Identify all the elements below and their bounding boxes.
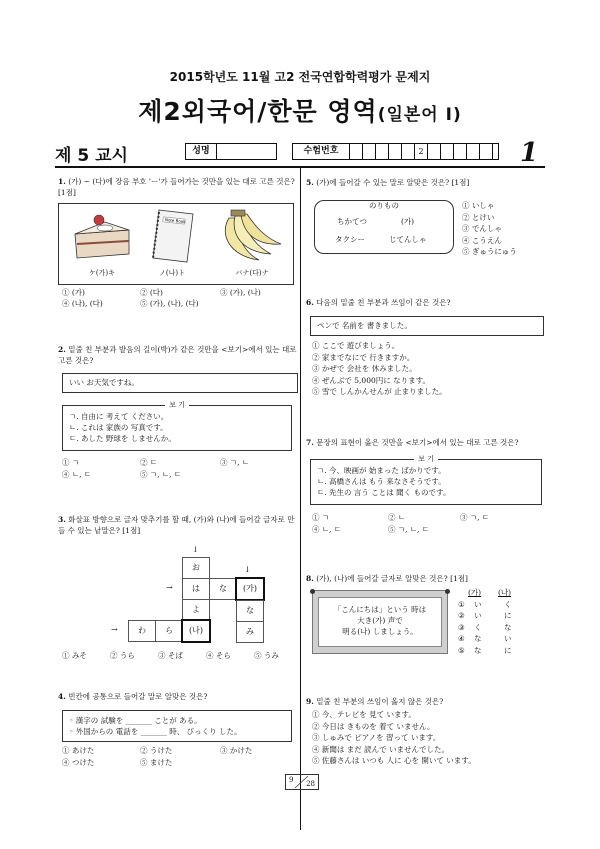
- q6-option-1[interactable]: ① ここで 遊びましょう。: [312, 341, 400, 350]
- q2-bogi-label: 보 기: [165, 401, 189, 409]
- q1-number: 1.: [58, 177, 66, 186]
- q5-box-title: のりもの: [369, 201, 399, 210]
- q8-board: [312, 590, 448, 654]
- q6-stem: [306, 297, 546, 308]
- q5-text: (가)에 들어갈 수 있는 말로 알맞은 것은? [1점]: [316, 178, 470, 187]
- q5-option-4[interactable]: ④ こうえん: [462, 235, 502, 245]
- q9-option-1[interactable]: ① 今、テレビを 見て います。: [312, 710, 416, 719]
- q9-number: 9.: [306, 697, 314, 706]
- pin-icon: [445, 589, 450, 594]
- q3-cell-yo: よ: [182, 599, 210, 621]
- q2-option-5[interactable]: ⑤ ㄱ, ㄴ, ㄷ: [140, 469, 182, 479]
- cake-icon: [75, 215, 129, 258]
- q5-option-1[interactable]: ① いしゃ: [462, 201, 495, 210]
- q2-option-1[interactable]: ① ㄱ: [62, 458, 80, 467]
- q2-sentence: いい お天気ですね。: [69, 378, 139, 387]
- q1-option-4[interactable]: ④ (나), (다): [62, 299, 103, 308]
- q2-bogi-item-1: ㄱ. 自由に 考えて ください。: [69, 412, 169, 421]
- q3-cell-na: な: [209, 578, 237, 600]
- q7-bogi-item-2: ㄴ. 高橋さんは もう 来なさそうです。: [317, 477, 446, 486]
- q3-cell-wa: わ: [128, 620, 156, 642]
- q8-row-3[interactable]: ③ く な: [458, 622, 512, 632]
- q7-stem: [306, 437, 546, 448]
- q3-option-4[interactable]: ④ そら: [206, 651, 231, 660]
- q6-option-5[interactable]: ⑤ 雪で しんかんせんが 止まりました。: [312, 387, 447, 396]
- q4-option-3[interactable]: ③ かけた: [220, 746, 253, 755]
- q7-option-1[interactable]: ① ㄱ: [312, 513, 330, 522]
- q4-box: [62, 710, 292, 742]
- footer-page: 9: [289, 776, 294, 784]
- name-label: 성명: [186, 144, 217, 159]
- q1-option-1[interactable]: ① (가): [62, 288, 85, 297]
- q3-cell-ga: (가): [235, 577, 265, 601]
- q2-text: 밑줄 친 부분과 발음의 길이(박)가 같은 것만을 <보기>에서 있는 대로 고른 것은?: [58, 345, 297, 365]
- q7-option-5[interactable]: ⑤ ㄱ, ㄴ, ㄷ: [388, 524, 430, 534]
- q1-option-2[interactable]: ② (다): [140, 288, 163, 297]
- q1-text: (가) ~ (다)에 장음 부호 'ー'가 들어가는 것만을 있는 대로 고른 것은? [1점]: [58, 177, 295, 197]
- exam-title: 2015학년도 11월 고2 전국연합학력평가 문제지: [169, 70, 431, 84]
- q7-option-3[interactable]: ③ ㄱ, ㄷ: [460, 513, 490, 522]
- q5-item-2: (가): [401, 217, 415, 226]
- q6-option-3[interactable]: ③ かぜで 会社を 休みました。: [312, 364, 417, 373]
- name-field[interactable]: [185, 143, 277, 160]
- q7-text: 문장의 표현이 옳은 것만을 <보기>에서 있는 대로 고른 것은?: [316, 438, 519, 447]
- q1-options: [62, 287, 292, 309]
- q3-cell-ra: ら: [155, 620, 183, 642]
- q9-option-4[interactable]: ④ 新聞は まだ 読んで いませんでした。: [312, 744, 450, 754]
- q3-option-1[interactable]: ① みそ: [62, 651, 87, 660]
- q8-number: 8.: [306, 574, 314, 583]
- q4-option-4[interactable]: ④ つけた: [62, 757, 95, 767]
- q5-item-4: じてんしゃ: [389, 235, 427, 244]
- q7-option-4[interactable]: ④ ㄴ, ㄷ: [312, 524, 342, 534]
- svg-text:Note Book: Note Book: [164, 217, 186, 225]
- pin-icon: [310, 589, 315, 594]
- q1-caption-3: バナ(다)ナ: [235, 269, 269, 277]
- q5-option-3[interactable]: ③ でんしゃ: [462, 224, 502, 233]
- q7-option-2[interactable]: ② ㄴ: [388, 513, 406, 522]
- q3-option-2[interactable]: ② うら: [110, 651, 135, 660]
- footer-total: 28: [306, 780, 315, 788]
- page-footer: [285, 774, 319, 790]
- q7-number: 7.: [306, 438, 314, 447]
- q8-row-5[interactable]: ⑤ な に: [458, 645, 512, 655]
- q5-item-3: タクシー: [335, 235, 365, 244]
- q4-line-1: ◦ 漢字の 試験を _______ ことが ある。: [69, 716, 202, 725]
- q5-item-1: ちかてつ: [337, 217, 367, 226]
- q5-box: [314, 200, 454, 254]
- q3-number: 3.: [58, 515, 66, 524]
- q8-board-inner: [318, 597, 442, 647]
- q8-answer-table: [458, 587, 548, 656]
- period-label: 제 5 교시: [55, 146, 128, 166]
- q4-number: 4.: [58, 692, 66, 701]
- q2-number: 2.: [58, 345, 66, 354]
- q7-bogi-box: [310, 455, 542, 505]
- q1-stem: [58, 176, 298, 198]
- q8-board-line-2: 大き(가) 声で: [357, 616, 403, 625]
- q4-option-5[interactable]: ⑤ まけた: [140, 757, 173, 767]
- q1-caption-2: ノ(나)ト: [158, 269, 186, 277]
- q7-options: [312, 512, 542, 535]
- exam-number-digit: 2: [415, 144, 428, 159]
- q3-arrow-right-1: →: [166, 583, 173, 592]
- q6-sentence: ペンで 名前を 書きました。: [317, 321, 412, 330]
- q9-option-5[interactable]: ⑤ 佐藤さんは いつも 人に 心を 開いて います。: [312, 756, 476, 765]
- q4-text: 빈칸에 공통으로 들어갈 말로 알맞은 것은?: [68, 692, 208, 701]
- q6-sentence-box: [310, 316, 544, 336]
- q3-cell-na2: な: [236, 600, 264, 622]
- q8-row-1[interactable]: ① い く: [458, 599, 512, 609]
- q3-arrow-down-1: ↓: [192, 545, 199, 554]
- q7-bogi-item-3: ㄷ. 先生の 言う ことは 聞く ものです。: [317, 488, 451, 497]
- q9-option-2[interactable]: ② 今日は きものを 着て いません。: [312, 721, 435, 731]
- q3-crossword: [58, 545, 298, 645]
- q6-option-2[interactable]: ② 家までなにで 行きますか。: [312, 352, 415, 362]
- q9-option-3[interactable]: ③ しゅみで ピアノを 習って います。: [312, 733, 441, 742]
- q5-option-2[interactable]: ② とけい: [462, 212, 495, 222]
- q6-option-4[interactable]: ④ ぜんぶで 5,000円に なります。: [312, 375, 431, 385]
- q5-options: [462, 200, 552, 258]
- q5-number: 5.: [306, 178, 314, 187]
- q1-caption-1: ケ(가)キ: [88, 269, 116, 277]
- q3-stem: [58, 514, 298, 536]
- q7-bogi-item-1: ㄱ. 今、映画が 始まった ばかりです。: [317, 466, 446, 475]
- q8-row-2[interactable]: ② い に: [458, 611, 512, 620]
- q4-line-2: ◦ 外国からの 電話を _______ 時、 びっくり した。: [69, 727, 242, 736]
- q3-text: 화살표 방향으로 글자 맞추기를 할 때, (가)와 (나)에 들어갈 글자로 만들 수 있는 낱말은? [1점]: [58, 515, 295, 535]
- q2-sentence-box: [62, 373, 298, 393]
- q3-cell-o: お: [182, 557, 210, 579]
- q5-stem: [306, 177, 546, 188]
- q2-options: [62, 457, 292, 480]
- q8-board-line-3: 明る(나) しましょう。: [342, 627, 418, 636]
- q3-cell-mi: み: [236, 621, 264, 643]
- q3-arrow-right-2: →: [111, 625, 118, 634]
- q4-option-2[interactable]: ② うけた: [140, 746, 173, 755]
- exam-number-cells: [350, 144, 505, 159]
- q2-option-4[interactable]: ④ ㄴ, ㄷ: [62, 469, 92, 479]
- q2-option-3[interactable]: ③ ㄱ, ㄴ: [220, 458, 250, 467]
- exam-number-label: 수험번호: [293, 144, 350, 159]
- q2-bogi-item-3: ㄷ. あした 野球を しませんか。: [69, 434, 176, 443]
- q9-stem: [306, 696, 546, 707]
- q2-bogi-item-2: ㄴ. これは 家族の 写真です。: [69, 423, 168, 432]
- q2-bogi-box: [62, 401, 292, 451]
- q3-option-5[interactable]: ⑤ うみ: [254, 651, 279, 660]
- q3-arrow-down-2: ↓: [244, 565, 251, 574]
- q9-text: 밑줄 친 부분의 쓰임이 옳지 않은 것은?: [316, 697, 444, 706]
- notebook-icon: [153, 210, 193, 262]
- q1-picture-box: [58, 203, 294, 285]
- q7-bogi-label: 보 기: [414, 455, 438, 463]
- q2-stem: [58, 344, 298, 366]
- q9-options: [312, 709, 548, 767]
- q3-cell-ha: は: [182, 578, 210, 600]
- q6-number: 6.: [306, 298, 314, 307]
- column-divider: [300, 168, 301, 830]
- q4-stem: [58, 691, 298, 702]
- q5-option-5[interactable]: ⑤ ぎゅうにゅう: [462, 247, 517, 256]
- q4-options: [62, 745, 292, 768]
- q8-header-na: (나): [498, 588, 512, 597]
- q1-option-5[interactable]: ⑤ (가), (나), (다): [140, 299, 199, 308]
- q8-stem: [306, 573, 546, 584]
- q8-board-line-1: 「こんにちは」という 時は: [333, 605, 427, 614]
- q8-header-ga: (가): [468, 588, 482, 597]
- q4-option-1[interactable]: ① あけた: [62, 746, 95, 755]
- q1-option-3[interactable]: ③ (가), (나): [220, 288, 261, 297]
- q8-text: (가), (나)에 들어갈 글자로 알맞은 것은? [1점]: [316, 574, 468, 583]
- q2-option-2[interactable]: ② ㄷ: [140, 458, 158, 467]
- q3-option-3[interactable]: ③ そば: [158, 651, 183, 660]
- q6-options: [312, 340, 542, 398]
- subject-main: 제2외국어/한문 영역: [138, 97, 378, 126]
- q3-cell-na-box: (나): [181, 619, 211, 643]
- q8-row-4[interactable]: ④ な い: [458, 634, 512, 643]
- exam-number-field[interactable]: [292, 143, 499, 160]
- subject-sub: (일본어 I): [377, 105, 462, 125]
- q6-text: 다음의 밑줄 친 부분과 쓰임이 같은 것은?: [316, 298, 451, 307]
- banana-icon: [225, 210, 281, 260]
- subject-title: [0, 92, 600, 128]
- page-number: 1: [520, 138, 539, 168]
